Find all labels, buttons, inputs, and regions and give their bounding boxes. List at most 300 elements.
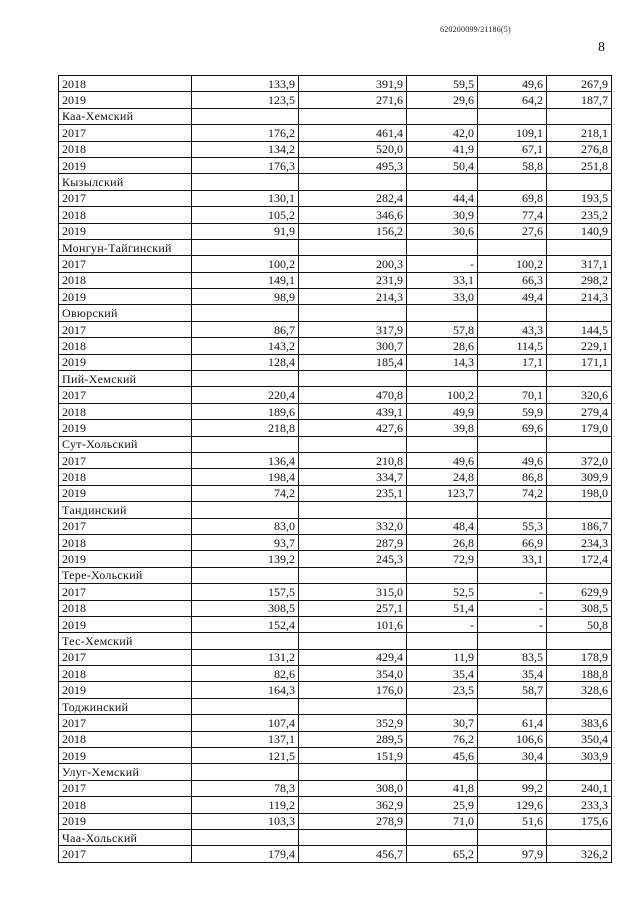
value-cell-4: - [478, 616, 547, 632]
value-cell-1: 157,5 [192, 584, 299, 600]
value-cell-2: 287,9 [299, 534, 407, 550]
table-row [59, 125, 612, 141]
value-cell-2: 308,0 [299, 780, 407, 796]
value-cell-4: 43,3 [478, 321, 547, 337]
value-cell-1: 78,3 [192, 780, 299, 796]
district-name: Тандинский [59, 502, 192, 518]
value-cell-3: 57,8 [407, 321, 478, 337]
empty-cell [407, 239, 478, 255]
value-cell-3: 11,9 [407, 649, 478, 665]
year-cell: 2017 [59, 584, 192, 600]
empty-cell [192, 502, 299, 518]
value-cell-3: 23,5 [407, 682, 478, 698]
value-cell-1: 198,4 [192, 469, 299, 485]
empty-cell [407, 174, 478, 190]
value-cell-5: 175,6 [547, 813, 612, 829]
value-cell-2: 470,8 [299, 387, 407, 403]
table-row [59, 469, 612, 485]
value-cell-5: 372,0 [547, 452, 612, 468]
value-cell-4: 66,9 [478, 534, 547, 550]
value-cell-4: 58,7 [478, 682, 547, 698]
value-cell-4: 27,6 [478, 223, 547, 239]
table-row [59, 338, 612, 354]
year-cell: 2018 [59, 600, 192, 616]
value-cell-5: 320,6 [547, 387, 612, 403]
value-cell-5: 235,2 [547, 207, 612, 223]
empty-cell [547, 174, 612, 190]
district-header-row [59, 502, 612, 518]
empty-cell [407, 502, 478, 518]
empty-cell [192, 174, 299, 190]
value-cell-5: 279,4 [547, 403, 612, 419]
district-header-row [59, 633, 612, 649]
value-cell-1: 176,3 [192, 157, 299, 173]
district-name: Монгун-Тайгинский [59, 239, 192, 255]
value-cell-5: 240,1 [547, 780, 612, 796]
value-cell-2: 317,9 [299, 321, 407, 337]
empty-cell [478, 371, 547, 387]
value-cell-2: 391,9 [299, 76, 407, 92]
value-cell-5: 308,5 [547, 600, 612, 616]
value-cell-5: 309,9 [547, 469, 612, 485]
value-cell-3: 33,1 [407, 272, 478, 288]
value-cell-5: 326,2 [547, 846, 612, 862]
year-cell: 2018 [59, 272, 192, 288]
value-cell-2: 461,4 [299, 125, 407, 141]
table-row [59, 223, 612, 239]
table-row [59, 748, 612, 764]
year-cell: 2017 [59, 190, 192, 206]
empty-cell [547, 764, 612, 780]
value-cell-4: 99,2 [478, 780, 547, 796]
value-cell-4: 35,4 [478, 666, 547, 682]
value-cell-1: 220,4 [192, 387, 299, 403]
district-header-row [59, 764, 612, 780]
table-row [59, 813, 612, 829]
value-cell-3: 35,4 [407, 666, 478, 682]
value-cell-3: 30,7 [407, 715, 478, 731]
empty-cell [407, 698, 478, 714]
district-header-row [59, 436, 612, 452]
empty-cell [407, 764, 478, 780]
table-row [59, 321, 612, 337]
year-cell: 2018 [59, 207, 192, 223]
year-cell: 2019 [59, 748, 192, 764]
value-cell-2: 334,7 [299, 469, 407, 485]
value-cell-1: 83,0 [192, 518, 299, 534]
table-body [59, 76, 612, 863]
value-cell-1: 218,8 [192, 420, 299, 436]
table-row [59, 289, 612, 305]
empty-cell [299, 567, 407, 583]
empty-cell [299, 174, 407, 190]
year-cell: 2019 [59, 92, 192, 108]
value-cell-4: - [478, 584, 547, 600]
value-cell-4: 58,8 [478, 157, 547, 173]
district-name: Каа-Хемский [59, 108, 192, 124]
empty-cell [547, 108, 612, 124]
value-cell-3: 45,6 [407, 748, 478, 764]
value-cell-2: 185,4 [299, 354, 407, 370]
value-cell-1: 137,1 [192, 731, 299, 747]
year-cell: 2018 [59, 534, 192, 550]
value-cell-3: - [407, 256, 478, 272]
district-name: Улуг-Хемский [59, 764, 192, 780]
value-cell-1: 176,2 [192, 125, 299, 141]
year-cell: 2017 [59, 387, 192, 403]
value-cell-4: 17,1 [478, 354, 547, 370]
value-cell-3: 30,9 [407, 207, 478, 223]
empty-cell [478, 567, 547, 583]
empty-cell [299, 239, 407, 255]
value-cell-3: 41,8 [407, 780, 478, 796]
value-cell-5: 144,5 [547, 321, 612, 337]
value-cell-5: 234,3 [547, 534, 612, 550]
value-cell-5: 317,1 [547, 256, 612, 272]
value-cell-5: 140,9 [547, 223, 612, 239]
value-cell-5: 251,8 [547, 157, 612, 173]
year-cell: 2017 [59, 125, 192, 141]
district-name: Пий-Хемский [59, 371, 192, 387]
year-cell: 2019 [59, 813, 192, 829]
value-cell-2: 315,0 [299, 584, 407, 600]
value-cell-2: 352,9 [299, 715, 407, 731]
empty-cell [299, 436, 407, 452]
value-cell-2: 278,9 [299, 813, 407, 829]
empty-cell [547, 502, 612, 518]
year-cell: 2017 [59, 846, 192, 862]
table-row [59, 92, 612, 108]
value-cell-2: 354,0 [299, 666, 407, 682]
value-cell-2: 257,1 [299, 600, 407, 616]
value-cell-3: 71,0 [407, 813, 478, 829]
year-cell: 2018 [59, 141, 192, 157]
district-name: Кызылский [59, 174, 192, 190]
table-row [59, 403, 612, 419]
empty-cell [547, 633, 612, 649]
value-cell-1: 128,4 [192, 354, 299, 370]
empty-cell [299, 829, 407, 845]
value-cell-2: 332,0 [299, 518, 407, 534]
year-cell: 2019 [59, 551, 192, 567]
year-cell: 2017 [59, 715, 192, 731]
value-cell-4: 114,5 [478, 338, 547, 354]
value-cell-4: 100,2 [478, 256, 547, 272]
value-cell-1: 119,2 [192, 797, 299, 813]
empty-cell [407, 567, 478, 583]
value-cell-1: 152,4 [192, 616, 299, 632]
value-cell-5: 186,7 [547, 518, 612, 534]
value-cell-4: 61,4 [478, 715, 547, 731]
value-cell-2: 271,6 [299, 92, 407, 108]
page-number: 8 [598, 40, 605, 55]
empty-cell [299, 502, 407, 518]
value-cell-2: 362,9 [299, 797, 407, 813]
value-cell-3: 28,6 [407, 338, 478, 354]
value-cell-1: 93,7 [192, 534, 299, 550]
table-row [59, 797, 612, 813]
value-cell-3: 24,8 [407, 469, 478, 485]
value-cell-5: 187,7 [547, 92, 612, 108]
table-row [59, 846, 612, 862]
value-cell-1: 91,9 [192, 223, 299, 239]
table-row [59, 584, 612, 600]
year-cell: 2019 [59, 157, 192, 173]
value-cell-4: 30,4 [478, 748, 547, 764]
table-row [59, 649, 612, 665]
value-cell-4: 67,1 [478, 141, 547, 157]
district-header-row [59, 108, 612, 124]
year-cell: 2018 [59, 666, 192, 682]
value-cell-2: 300,7 [299, 338, 407, 354]
table-row [59, 452, 612, 468]
year-cell: 2017 [59, 256, 192, 272]
empty-cell [407, 436, 478, 452]
value-cell-3: 123,7 [407, 485, 478, 501]
value-cell-2: 214,3 [299, 289, 407, 305]
empty-cell [192, 829, 299, 845]
empty-cell [192, 108, 299, 124]
value-cell-2: 101,6 [299, 616, 407, 632]
value-cell-4: 70,1 [478, 387, 547, 403]
value-cell-1: 121,5 [192, 748, 299, 764]
value-cell-4: 66,3 [478, 272, 547, 288]
value-cell-3: 49,6 [407, 452, 478, 468]
year-cell: 2018 [59, 338, 192, 354]
year-cell: 2019 [59, 420, 192, 436]
empty-cell [478, 305, 547, 321]
district-header-row [59, 305, 612, 321]
value-cell-2: 427,6 [299, 420, 407, 436]
value-cell-3: 41,9 [407, 141, 478, 157]
value-cell-1: 82,6 [192, 666, 299, 682]
value-cell-2: 495,3 [299, 157, 407, 173]
table-row [59, 272, 612, 288]
value-cell-3: 51,4 [407, 600, 478, 616]
table-row [59, 485, 612, 501]
value-cell-4: 51,6 [478, 813, 547, 829]
value-cell-4: 55,3 [478, 518, 547, 534]
district-header-row [59, 174, 612, 190]
table-row [59, 682, 612, 698]
empty-cell [547, 829, 612, 845]
value-cell-2: 429,4 [299, 649, 407, 665]
value-cell-1: 189,6 [192, 403, 299, 419]
value-cell-5: 629,9 [547, 584, 612, 600]
year-cell: 2018 [59, 76, 192, 92]
empty-cell [547, 567, 612, 583]
table-row [59, 780, 612, 796]
year-cell: 2019 [59, 485, 192, 501]
table-row [59, 715, 612, 731]
year-cell: 2019 [59, 354, 192, 370]
table-row [59, 256, 612, 272]
value-cell-1: 98,9 [192, 289, 299, 305]
value-cell-3: 49,9 [407, 403, 478, 419]
year-cell: 2019 [59, 616, 192, 632]
value-cell-3: 76,2 [407, 731, 478, 747]
year-cell: 2017 [59, 518, 192, 534]
value-cell-1: 134,2 [192, 141, 299, 157]
empty-cell [192, 305, 299, 321]
district-name: Сут-Хольский [59, 436, 192, 452]
value-cell-5: 171,1 [547, 354, 612, 370]
value-cell-2: 210,8 [299, 452, 407, 468]
value-cell-3: 33,0 [407, 289, 478, 305]
value-cell-5: 179,0 [547, 420, 612, 436]
value-cell-4: 69,6 [478, 420, 547, 436]
document-id: 620200099/21186(5) [440, 25, 511, 34]
year-cell: 2018 [59, 403, 192, 419]
value-cell-4: 49,6 [478, 452, 547, 468]
table-row [59, 354, 612, 370]
value-cell-2: 456,7 [299, 846, 407, 862]
empty-cell [299, 633, 407, 649]
value-cell-2: 231,9 [299, 272, 407, 288]
value-cell-4: 86,8 [478, 469, 547, 485]
empty-cell [478, 174, 547, 190]
table-row [59, 76, 612, 92]
value-cell-3: 65,2 [407, 846, 478, 862]
table-row [59, 157, 612, 173]
value-cell-1: 131,2 [192, 649, 299, 665]
empty-cell [478, 502, 547, 518]
value-cell-2: 439,1 [299, 403, 407, 419]
empty-cell [478, 829, 547, 845]
value-cell-1: 123,5 [192, 92, 299, 108]
district-header-row [59, 371, 612, 387]
value-cell-3: 50,4 [407, 157, 478, 173]
value-cell-1: 107,4 [192, 715, 299, 731]
value-cell-1: 149,1 [192, 272, 299, 288]
value-cell-1: 133,9 [192, 76, 299, 92]
value-cell-2: 156,2 [299, 223, 407, 239]
district-header-row [59, 698, 612, 714]
district-name: Тере-Хольский [59, 567, 192, 583]
value-cell-2: 235,1 [299, 485, 407, 501]
statistics-table [58, 75, 612, 863]
year-cell: 2017 [59, 452, 192, 468]
value-cell-1: 105,2 [192, 207, 299, 223]
value-cell-5: 298,2 [547, 272, 612, 288]
value-cell-3: 100,2 [407, 387, 478, 403]
empty-cell [192, 436, 299, 452]
value-cell-5: 276,8 [547, 141, 612, 157]
empty-cell [547, 436, 612, 452]
empty-cell [547, 239, 612, 255]
district-header-row [59, 829, 612, 845]
value-cell-1: 136,4 [192, 452, 299, 468]
value-cell-4: 74,2 [478, 485, 547, 501]
district-header-row [59, 239, 612, 255]
table-row [59, 420, 612, 436]
table-row [59, 731, 612, 747]
empty-cell [299, 764, 407, 780]
value-cell-2: 245,3 [299, 551, 407, 567]
value-cell-4: 106,6 [478, 731, 547, 747]
value-cell-5: 350,4 [547, 731, 612, 747]
empty-cell [407, 633, 478, 649]
value-cell-1: 100,2 [192, 256, 299, 272]
value-cell-4: 49,4 [478, 289, 547, 305]
value-cell-5: 214,3 [547, 289, 612, 305]
value-cell-4: 59,9 [478, 403, 547, 419]
value-cell-4: 129,6 [478, 797, 547, 813]
value-cell-1: 103,3 [192, 813, 299, 829]
value-cell-2: 282,4 [299, 190, 407, 206]
value-cell-1: 308,5 [192, 600, 299, 616]
value-cell-4: 69,8 [478, 190, 547, 206]
value-cell-4: 49,6 [478, 76, 547, 92]
table-row [59, 387, 612, 403]
empty-cell [407, 829, 478, 845]
empty-cell [192, 764, 299, 780]
empty-cell [478, 436, 547, 452]
value-cell-1: 130,1 [192, 190, 299, 206]
table-row [59, 518, 612, 534]
table-row [59, 551, 612, 567]
empty-cell [192, 567, 299, 583]
empty-cell [478, 764, 547, 780]
value-cell-5: 218,1 [547, 125, 612, 141]
year-cell: 2019 [59, 289, 192, 305]
value-cell-3: - [407, 616, 478, 632]
value-cell-5: 178,9 [547, 649, 612, 665]
value-cell-2: 200,3 [299, 256, 407, 272]
empty-cell [407, 108, 478, 124]
value-cell-2: 176,0 [299, 682, 407, 698]
value-cell-5: 188,8 [547, 666, 612, 682]
table-row [59, 534, 612, 550]
value-cell-5: 172,4 [547, 551, 612, 567]
value-cell-5: 50,8 [547, 616, 612, 632]
district-name: Чаа-Хольский [59, 829, 192, 845]
table-row [59, 600, 612, 616]
district-name: Тес-Хемский [59, 633, 192, 649]
value-cell-1: 74,2 [192, 485, 299, 501]
table-row [59, 666, 612, 682]
value-cell-5: 198,0 [547, 485, 612, 501]
empty-cell [407, 305, 478, 321]
value-cell-2: 289,5 [299, 731, 407, 747]
empty-cell [192, 633, 299, 649]
value-cell-5: 229,1 [547, 338, 612, 354]
value-cell-3: 59,5 [407, 76, 478, 92]
value-cell-5: 383,6 [547, 715, 612, 731]
year-cell: 2017 [59, 649, 192, 665]
year-cell: 2017 [59, 780, 192, 796]
value-cell-1: 164,3 [192, 682, 299, 698]
value-cell-3: 39,8 [407, 420, 478, 436]
value-cell-1: 86,7 [192, 321, 299, 337]
value-cell-5: 193,5 [547, 190, 612, 206]
value-cell-5: 328,6 [547, 682, 612, 698]
value-cell-3: 14,3 [407, 354, 478, 370]
value-cell-4: 33,1 [478, 551, 547, 567]
table-row [59, 141, 612, 157]
empty-cell [299, 305, 407, 321]
value-cell-3: 52,5 [407, 584, 478, 600]
value-cell-5: 267,9 [547, 76, 612, 92]
empty-cell [478, 108, 547, 124]
value-cell-5: 303,9 [547, 748, 612, 764]
value-cell-2: 346,6 [299, 207, 407, 223]
value-cell-2: 520,0 [299, 141, 407, 157]
value-cell-3: 42,0 [407, 125, 478, 141]
empty-cell [299, 371, 407, 387]
table-row [59, 616, 612, 632]
table-row [59, 190, 612, 206]
